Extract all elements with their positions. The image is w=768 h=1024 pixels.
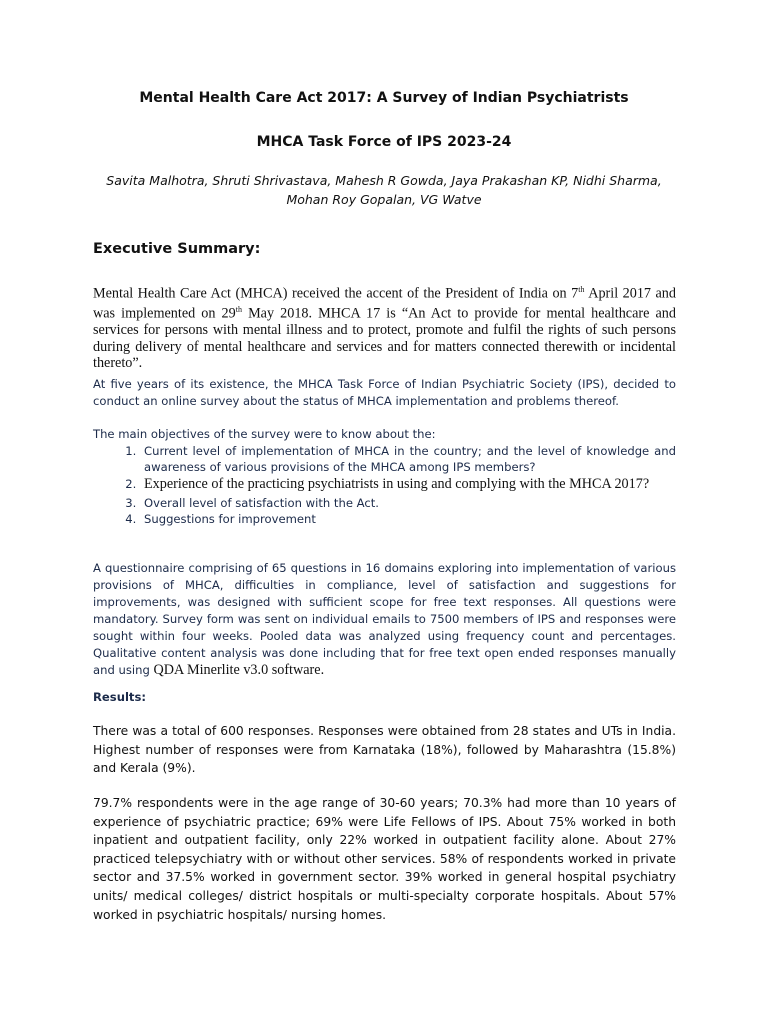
- authors-line-1: Savita Malhotra, Shruti Shrivastava, Mahesh R Gowda, Jaya Prakashan KP, Nidhi Sharma,: [106, 173, 662, 188]
- author-list: [80, 171, 688, 209]
- objective-item: 1. Current level of implementation of MHCA in the country; and the level of knowledge and awareness of various provisions of the MHCA among IPS members?: [140, 443, 676, 475]
- page-subtitle: MHCA Task Force of IPS 2023-24: [256, 134, 512, 150]
- intro-text-3: May 2018. MHCA 17 is “An Act to provide for mental healthcare and services for persons with mental illness and to protect, promote and fulfil the rights of such persons during delivery of mental healthcare and services and for matters connected therewith or incidental thereto”.: [93, 305, 676, 372]
- intro-sup-2: th: [235, 305, 242, 315]
- authors-line-2: Mohan Roy Gopalan, VG Watve: [286, 192, 482, 207]
- page-title: Mental Health Care Act 2017: A Survey of Indian Psychiatrists: [139, 90, 629, 106]
- intro-text-2: April 2017 and was implemented on 29: [93, 285, 676, 322]
- results-paragraph-2: 79.7% respondents were in the age range of 30-60 years; 70.3% had more than 10 years of experience of psychiatric practice; 69% were Life Fellows of IPS. About 75% worked in both inpatient and outpatient facility, only 22% worked in outpatient facility alone. About 27% practiced telepsychiatry with or without other services. 58% of respondents worked in private sector and 37.5% worked in government sector. 39% worked in general hospital psychiatry units/ medical colleges/ district hospitals or multi-specialty corporate hospitals. About 57% worked in psychiatric hospitals/ nursing homes.: [93, 796, 676, 922]
- intro-paragraph: [93, 282, 676, 372]
- methods-text: A questionnaire comprising of 65 questions in 16 domains exploring into implementation of various provisions of MHCA, difficulties in compliance, level of satisfaction and suggestions for improvements, was designed with sufficient scope for free text responses. All questions were mandatory. Survey form was sent on individual emails to 7500 members of IPS and responses were sought within four weeks. Pooled data was analyzed using frequency count and percentages. Qualitative content analysis was done including that for free text open ended responses manually and using: [93, 561, 676, 677]
- executive-summary-heading: Executive Summary:: [93, 241, 261, 257]
- objective-item: 2. Experience of the practicing psychiatrists in using and complying with the MHCA 2017?: [140, 476, 676, 493]
- methods-paragraph: [93, 560, 676, 679]
- survey-intro-paragraph: At five years of its existence, the MHCA Task Force of Indian Psychiatric Society (IPS), decided to conduct an online survey about the status of MHCA implementation and problems thereof.: [93, 377, 676, 408]
- intro-text-1: Mental Health Care Act (MHCA) received the accent of the President of India on 7: [93, 285, 579, 302]
- intro-sup-1: th: [578, 285, 585, 294]
- objectives-list: [93, 443, 676, 527]
- objective-item: 4. Suggestions for improvement: [140, 511, 676, 527]
- objective-item: 3. Overall level of satisfaction with the Act.: [140, 495, 676, 511]
- methods-software-text: QDA Minerlite v3.0 software.: [153, 662, 325, 678]
- objectives-lead: The main objectives of the survey were to know about the:: [93, 427, 436, 441]
- results-paragraph-1: There was a total of 600 responses. Responses were obtained from 28 states and UTs in India. Highest number of responses were from Karnataka (18%), followed by Maharashtra (15.8%) and Kerala (9%).: [93, 724, 676, 776]
- results-label: Results:: [93, 690, 146, 704]
